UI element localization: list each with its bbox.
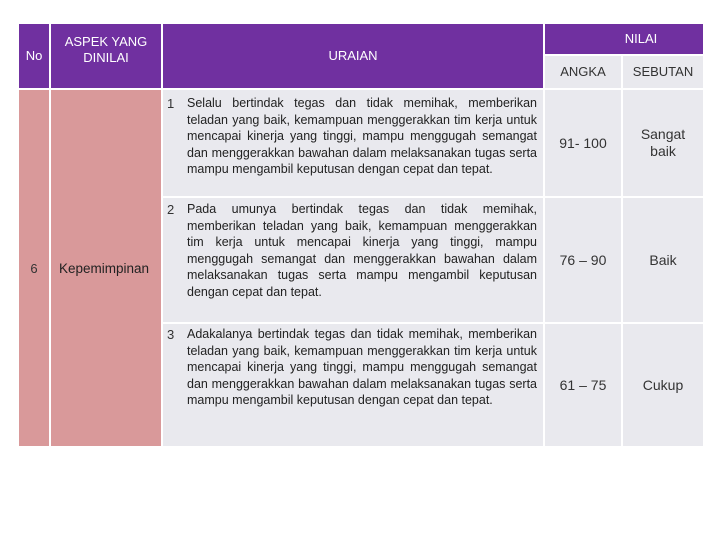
item-3-sebutan <box>623 324 703 446</box>
item-1-sebutan-value: Sangat baik <box>640 126 686 159</box>
item-1-number: 1 <box>167 96 175 111</box>
item-3-sebutan-value: Cukup <box>642 376 684 393</box>
item-3-angka <box>545 324 621 446</box>
item-2-row <box>163 198 543 322</box>
item-1-angka <box>545 90 621 196</box>
item-3-angka-value: 61 – 75 <box>559 376 607 393</box>
header-nilai <box>545 24 703 54</box>
row-no: 6 <box>30 260 38 276</box>
item-1-sebutan <box>623 90 703 196</box>
item-2-number: 2 <box>167 202 175 217</box>
item-2-sebutan <box>623 198 703 322</box>
row-aspect: Kepemimpinan <box>59 260 150 276</box>
header-uraian <box>163 24 543 88</box>
header-no-label: No <box>25 48 43 63</box>
item-1-row <box>163 90 543 196</box>
header-no <box>19 24 49 88</box>
header-aspect-label: ASPEK YANG DINILAI <box>64 34 148 65</box>
header-angka-label: ANGKA <box>560 64 606 79</box>
header-aspect <box>51 24 161 88</box>
header-sebutan <box>623 56 703 88</box>
row-no-cell <box>19 90 49 446</box>
item-2-angka-value: 76 – 90 <box>559 251 607 268</box>
header-nilai-label: NILAI <box>624 31 658 46</box>
header-uraian-label: URAIAN <box>328 47 378 63</box>
header-angka <box>545 56 621 88</box>
item-3-number: 3 <box>167 327 175 342</box>
item-3-row <box>163 324 543 446</box>
row-aspect-cell <box>51 90 161 446</box>
header-sebutan-label: SEBUTAN <box>632 64 694 79</box>
item-2-angka <box>545 198 621 322</box>
item-3-text: Adakalanya bertindak tegas dan tidak memihak, memberikan teladan yang baik, kemampuan menggerakkan tim kerja untuk mencapai kinerja yang tinggi, mampu menggugah semangat dan menggerakkan bawahan dalam melaksanakan tugas serta mampu mengambil keputusan dengan cepat dan tepat. <box>187 327 537 408</box>
item-1-text: Selalu bertindak tegas dan tidak memihak, memberikan teladan yang baik, kemampuan menggerakkan tim kerja untuk mencapai kinerja yang tinggi, mampu menggugah semangat dan menggerakkan bawahan dalam melaksanakan tugas serta mampu mengambil keputusan dengan cepat dan tepat. <box>187 96 537 177</box>
item-1-angka-value: 91- 100 <box>559 134 607 151</box>
item-2-text: Pada umunya bertindak tegas dan tidak memihak, memberikan teladan yang baik, kemampuan menggerakkan tim kerja untuk mencapai kinerja yang tinggi, mampu menggugah semangat dan menggerakkan bawahan dalam melaksanakan tugas serta mampu mengambil keputusan dengan cepat dan tepat. <box>187 202 537 299</box>
item-2-sebutan-value: Baik <box>649 251 677 268</box>
